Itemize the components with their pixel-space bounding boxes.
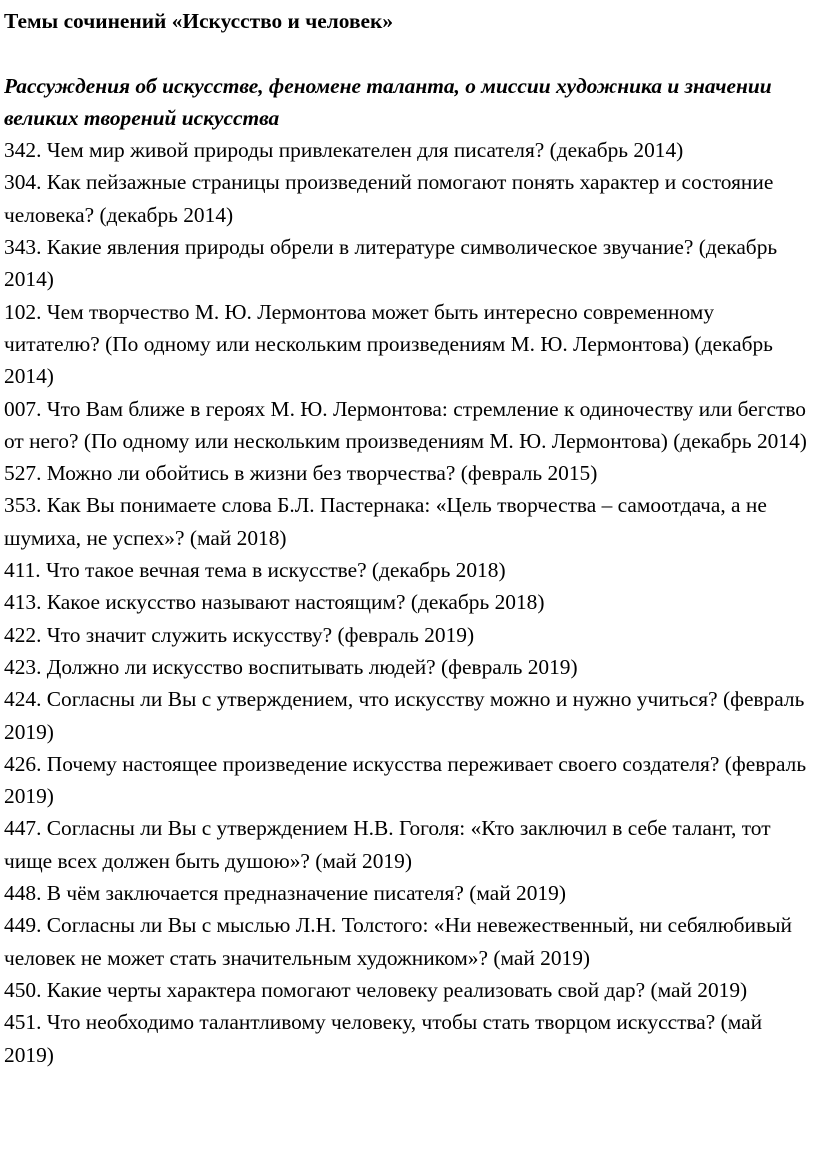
topic-list — [4, 134, 810, 1071]
blank-line — [4, 37, 810, 69]
topic-item: 448. В чём заключается предназначение писателя? (май 2019) — [4, 881, 566, 906]
topic-item: 423. Должно ли искусство воспитывать людей? (февраль 2019) — [4, 654, 578, 679]
topic-item: 450. Какие черты характера помогают человеку реализовать свой дар? (май 2019) — [4, 977, 748, 1002]
topic-item: 426. Почему настоящее произведение искусства переживает своего создателя? (февраль 2019) — [4, 751, 807, 809]
topic-item: 422. Что значит служить искусству? (февраль 2019) — [4, 622, 475, 647]
topic-item: 527. Можно ли обойтись в жизни без творчества? (февраль 2015) — [4, 461, 598, 486]
topic-item: 411. Что такое вечная тема в искусстве? (декабрь 2018) — [4, 558, 506, 583]
topic-item: 353. Как Вы понимаете слова Б.Л. Пастернака: «Цель творчества – самоотдача, а не шумиха, не успех»? (май 2018) — [4, 493, 767, 550]
topic-item: 451. Что необходимо талантливому человеку, чтобы стать творцом искусства? (май 2019) — [4, 1010, 763, 1067]
topic-item: 424. Согласны ли Вы с утверждением, что искусству можно и нужно учиться? (февраль 2019) — [4, 687, 805, 744]
topic-item: 304. Как пейзажные страницы произведений помогают понять характер и состояние человека? (декабрь 2014) — [4, 170, 774, 227]
topic-item: 449. Согласны ли Вы с мыслью Л.Н. Толстого: «Ни невежественный, ни себялюбивый человек не может стать значительным художником»? (май 2019) — [4, 913, 792, 970]
topic-item: 343. Какие явления природы обрели в литературе символическое звучание? (декабрь 2014) — [4, 235, 778, 292]
topic-item: 007. Что Вам ближе в героях М. Ю. Лермонтова: стремление к одиночеству или бегство от него? (По одному или нескольким произведениям М. Ю. Лермонтова) (декабрь 2014) — [4, 396, 807, 453]
topic-item: 413. Какое искусство называют настоящим? (декабрь 2018) — [4, 590, 545, 615]
topic-item: 102. Чем творчество М. Ю. Лермонтова может быть интересно современному читателю? (По одному или нескольким произведениям М. Ю. Лермонтова) (декабрь 2014) — [4, 299, 773, 389]
document-title: Темы сочинений «Искусство и человек» — [4, 9, 394, 33]
topic-item: 342. Чем мир живой природы привлекателен для писателя? (декабрь 2014) — [4, 138, 684, 163]
section-subtitle: Рассуждения об искусстве, феномене таланта, о миссии художника и значении великих творений искусства — [4, 73, 772, 130]
topic-item: 447. Согласны ли Вы с утверждением Н.В. Гоголя: «Кто заключил в себе талант, тот чище всех должен быть душою»? (май 2019) — [4, 816, 771, 873]
